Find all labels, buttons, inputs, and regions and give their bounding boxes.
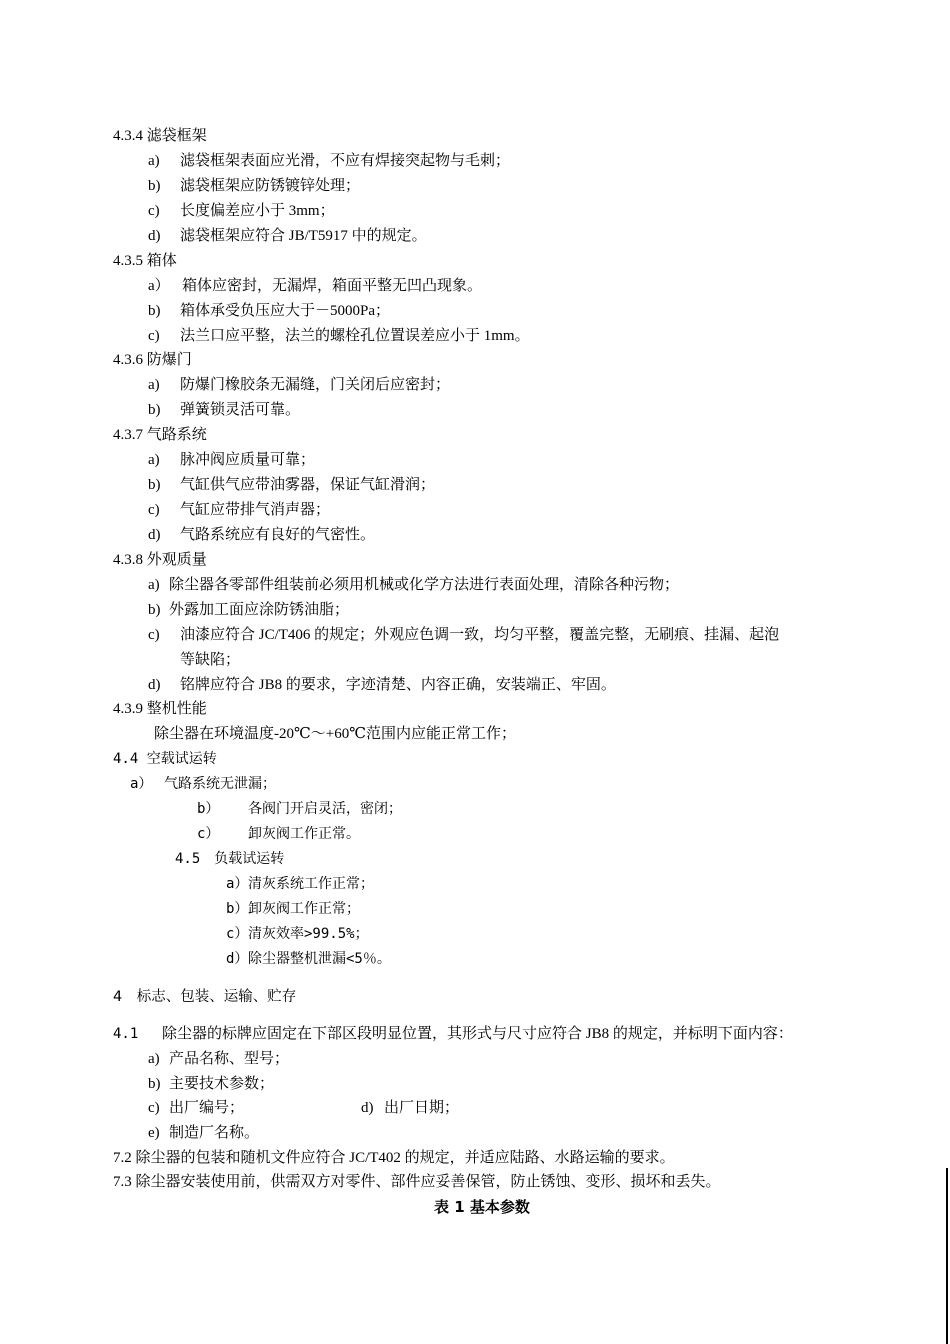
list-item (148, 226, 427, 246)
item-text: 脉冲阀应质量可靠； (180, 452, 316, 468)
item-label: a) (148, 577, 160, 593)
item-label: d） (226, 951, 249, 967)
item-text: 产品名称、型号； (169, 1051, 290, 1067)
item-label: b) (148, 477, 161, 493)
item-text: 滤袋框架应符合 JB/T5917 中的规定。 (180, 228, 427, 244)
item-text: 各阀门开启灵活，密闭； (248, 801, 402, 817)
list-item (226, 924, 369, 944)
list-item (148, 1074, 274, 1094)
item-text: 箱体承受负压应大于－5000Pa； (180, 303, 391, 319)
item-text: 出厂编号； (169, 1100, 245, 1116)
item-label: b） (197, 801, 220, 817)
item-label: c） (197, 826, 220, 842)
item-text: 气路系统应有良好的气密性。 (180, 527, 376, 543)
item-label: b) (148, 178, 161, 194)
list-item (148, 176, 360, 196)
section-heading-4: 4 标志、包装、运输、贮存 (113, 989, 297, 1005)
item-text: 清灰系统工作正常； (248, 876, 374, 892)
item-label: a) (148, 153, 160, 169)
item-text: 除尘器各零部件组装前必须用机械或化学方法进行表面处理，清除各种污物； (169, 577, 680, 593)
list-item (148, 1049, 289, 1069)
item-label: c) (148, 203, 160, 219)
item-text: 气缸供气应带油雾器，保证气缸滑润； (180, 477, 436, 493)
list-item (148, 475, 435, 495)
list-item (148, 1098, 244, 1118)
item-label: c) (148, 1100, 160, 1116)
list-item (148, 276, 482, 296)
item-label: d) (148, 527, 161, 543)
list-item (226, 949, 391, 969)
item-text: 箱体应密封，无漏焊，箱面平整无凹凸现象。 (182, 278, 483, 294)
heading-4-4: 4.4 空载试运转 (113, 751, 217, 767)
item-label: a） (130, 776, 153, 792)
item-text: 出厂日期； (384, 1100, 460, 1116)
clause-number: 4.1 (113, 1026, 139, 1042)
item-label: b) (148, 1076, 161, 1092)
item-label: b) (148, 402, 161, 418)
paragraph-7-2: 7.2 除尘器的包装和随机文件应符合 JC/T402 的规定，并适应陆路、水路运输的要求。 (113, 1150, 675, 1166)
list-item (148, 600, 349, 620)
item-label: a) (148, 377, 160, 393)
item-text: 铭牌应符合 JB8 的要求，字迹清楚、内容正确，安装端正、牢固。 (180, 677, 616, 693)
table-border-line (946, 1168, 948, 1344)
item-label: a） (226, 876, 249, 892)
list-item (148, 625, 779, 645)
item-label: c) (148, 328, 160, 344)
item-text: 清灰效率>99.5%； (248, 926, 369, 942)
heading-4-5: 4.5 负载试运转 (175, 851, 285, 867)
item-label: b） (226, 901, 249, 917)
item-text: 卸灰阀工作正常； (248, 901, 360, 917)
item-text: 滤袋框架表面应光滑，不应有焊接突起物与毛刺； (180, 153, 511, 169)
item-label: c) (148, 502, 160, 518)
item-label: a) (148, 452, 160, 468)
item-label: d) (361, 1100, 374, 1116)
item-text: 主要技术参数； (169, 1076, 275, 1092)
item-text: 除尘器整机泄漏<5％。 (248, 951, 391, 967)
paragraph: 除尘器在环境温度-20℃～+60℃范围内应能正常工作； (154, 726, 517, 742)
list-item (148, 201, 335, 221)
list-item (148, 525, 375, 545)
item-label: d) (148, 677, 161, 693)
item-text: 气路系统无泄漏； (164, 776, 276, 792)
item-text: 防爆门橡胶条无漏缝，门关闭后应密封； (180, 377, 451, 393)
heading-4-3-5: 4.3.5 箱体 (113, 253, 177, 269)
list-item (226, 874, 374, 894)
list-item (148, 151, 510, 171)
item-text: 弹簧锁灵活可靠。 (180, 402, 301, 418)
item-label: c) (148, 627, 160, 643)
list-item (148, 301, 390, 321)
item-text: 长度偏差应小于 3mm； (180, 203, 335, 219)
list-item (130, 774, 276, 794)
list-item (148, 326, 530, 346)
item-text: 外露加工面应涂防锈油脂； (169, 602, 350, 618)
item-label: b) (148, 602, 161, 618)
list-item (148, 375, 450, 395)
list-item (148, 400, 300, 420)
item-continuation: 等缺陷； (180, 652, 241, 668)
list-item (148, 1123, 259, 1143)
heading-4-3-9: 4.3.9 整机性能 (113, 701, 207, 717)
clause-text: 除尘器的标牌应固定在下部区段明显位置，其形式与尺寸应符合 JB8 的规定，并标明下面内容： (162, 1026, 793, 1042)
item-text: 制造厂名称。 (169, 1125, 260, 1141)
item-text: 卸灰阀工作正常。 (248, 826, 360, 842)
item-text: 法兰口应平整，法兰的螺栓孔位置误差应小于 1mm。 (180, 328, 530, 344)
table-title: 表 1 基本参数 (434, 1198, 530, 1216)
paragraph-7-3: 7.3 除尘器安装使用前，供需双方对零件、部件应妥善保管，防止锈蚀、变形、损坏和丢失。 (113, 1174, 721, 1190)
heading-4-3-8: 4.3.8 外观质量 (113, 552, 207, 568)
item-text: 气缸应带排气消声器； (180, 502, 331, 518)
item-label: a) (148, 1051, 160, 1067)
list-item (148, 450, 315, 470)
item-label: e) (148, 1125, 160, 1141)
list-item (148, 575, 679, 595)
list-item (361, 1098, 459, 1118)
list-item (148, 675, 616, 695)
item-label: b) (148, 303, 161, 319)
item-label: c） (226, 926, 249, 942)
paragraph-4-1 (113, 1024, 793, 1044)
item-label: a） (148, 278, 170, 294)
list-item (148, 500, 330, 520)
item-label: d) (148, 228, 161, 244)
item-text: 滤袋框架应防锈镀锌处理； (180, 178, 361, 194)
heading-4-3-6: 4.3.6 防爆门 (113, 352, 192, 368)
heading-4-3-7: 4.3.7 气路系统 (113, 427, 207, 443)
item-text: 油漆应符合 JC/T406 的规定；外观应色调一致，均匀平整，覆盖完整，无刷痕、挂漏、起泡 (180, 627, 780, 643)
list-item (197, 824, 360, 844)
list-item (197, 799, 402, 819)
list-item (226, 899, 360, 919)
heading-4-3-4: 4.3.4 滤袋框架 (113, 128, 207, 144)
